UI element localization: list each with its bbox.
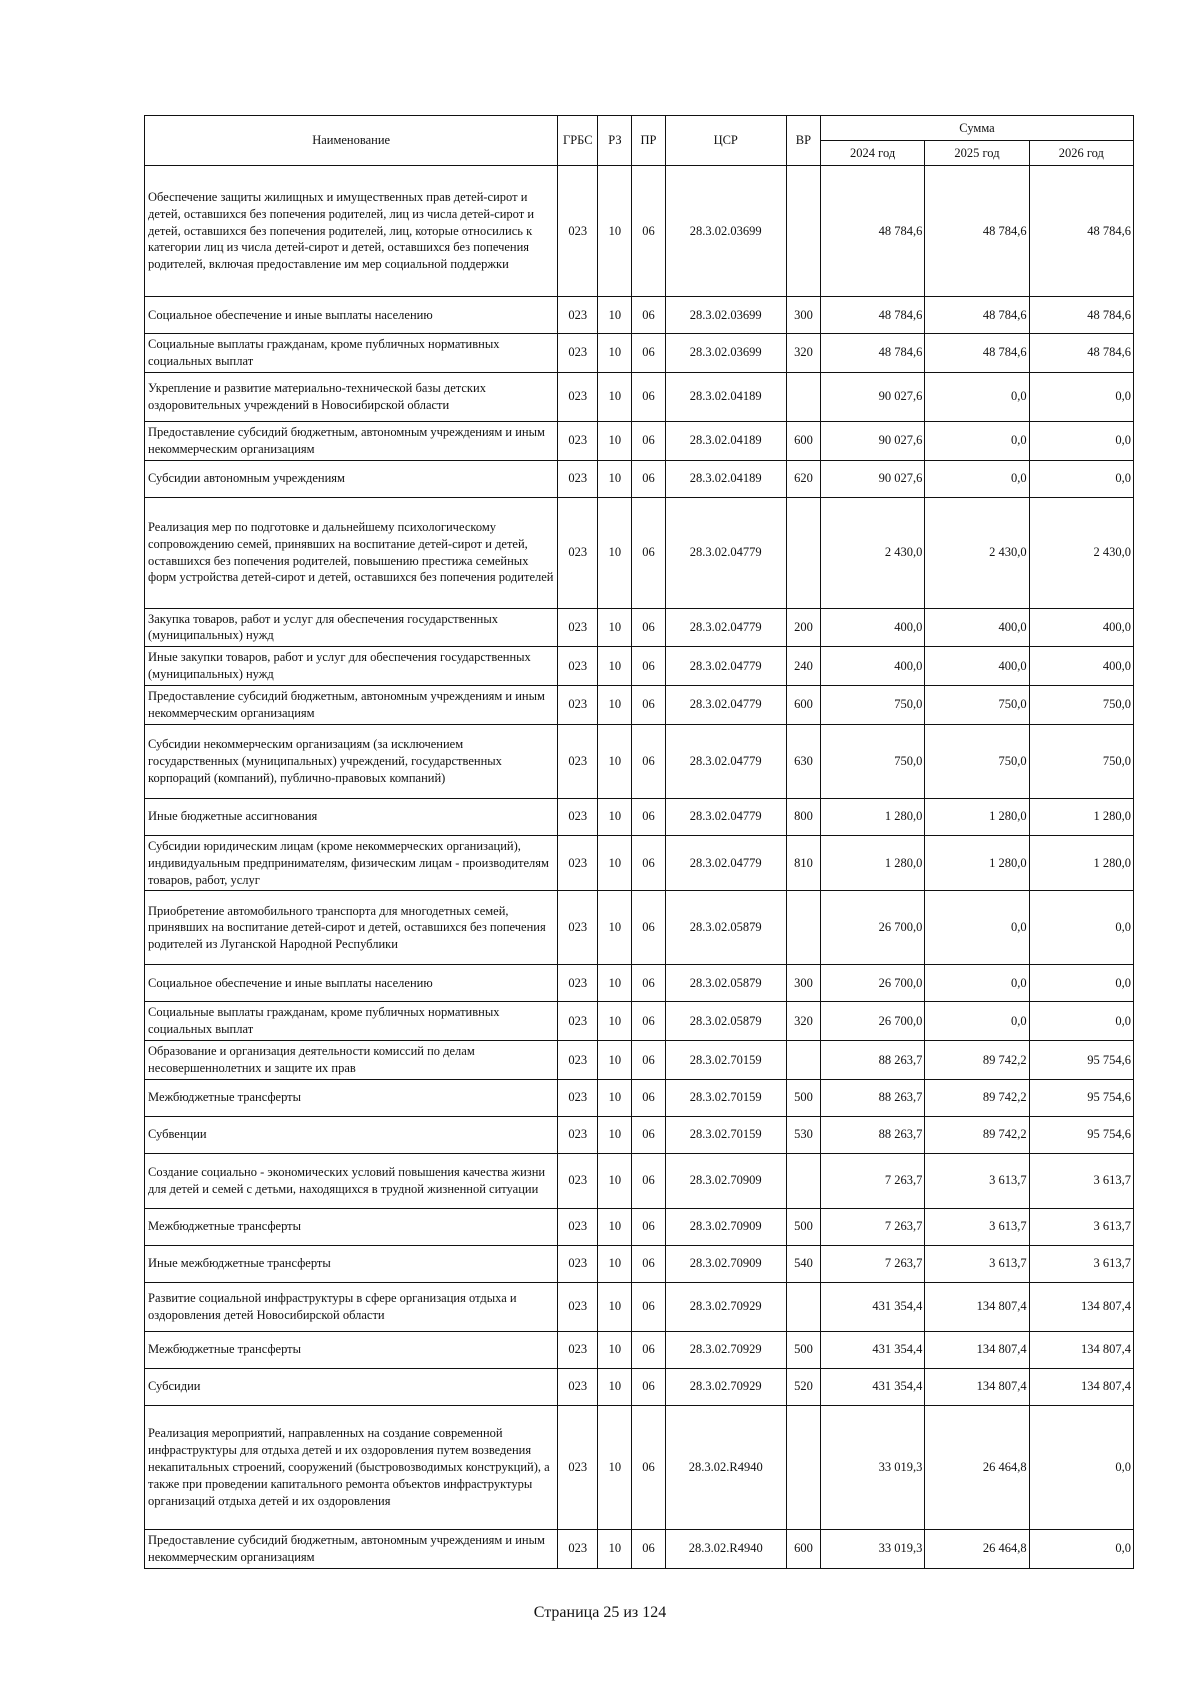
cell-sum-2025: 0,0 [925, 372, 1029, 421]
cell-vr: 600 [786, 421, 820, 460]
cell-vr: 630 [786, 724, 820, 798]
cell-grbs: 023 [558, 1002, 598, 1041]
cell-sum-2025: 750,0 [925, 686, 1029, 725]
cell-pr: 06 [632, 1405, 665, 1529]
cell-name: Приобретение автомобильного транспорта для многодетных семей, принявших на воспитание детей-сирот и детей, оставшихся без попечения родителей из Луганской Народной Республики [145, 891, 558, 965]
cell-rz: 10 [598, 798, 632, 835]
cell-vr: 300 [786, 297, 820, 334]
cell-rz: 10 [598, 1331, 632, 1368]
cell-grbs: 023 [558, 372, 598, 421]
cell-sum-2026: 0,0 [1029, 891, 1133, 965]
cell-vr: 520 [786, 1368, 820, 1405]
cell-sum-2024: 1 280,0 [821, 798, 925, 835]
cell-sum-2026: 3 613,7 [1029, 1153, 1133, 1208]
header-year-2024: 2024 год [821, 141, 925, 166]
cell-pr: 06 [632, 1368, 665, 1405]
cell-sum-2024: 88 263,7 [821, 1079, 925, 1116]
cell-rz: 10 [598, 835, 632, 891]
cell-sum-2025: 3 613,7 [925, 1245, 1029, 1282]
cell-csr: 28.3.02.04189 [665, 372, 786, 421]
cell-sum-2024: 90 027,6 [821, 421, 925, 460]
cell-sum-2024: 90 027,6 [821, 372, 925, 421]
cell-grbs: 023 [558, 608, 598, 647]
table-row [145, 460, 1134, 497]
table-row [145, 1153, 1134, 1208]
cell-grbs: 023 [558, 1245, 598, 1282]
cell-sum-2025: 89 742,2 [925, 1116, 1029, 1153]
cell-grbs: 023 [558, 297, 598, 334]
cell-pr: 06 [632, 1153, 665, 1208]
cell-sum-2024: 48 784,6 [821, 297, 925, 334]
cell-sum-2026: 0,0 [1029, 1529, 1133, 1568]
table-row [145, 1282, 1134, 1331]
cell-csr: 28.3.02.R4940 [665, 1405, 786, 1529]
cell-pr: 06 [632, 686, 665, 725]
cell-grbs: 023 [558, 835, 598, 891]
cell-csr: 28.3.02.70909 [665, 1208, 786, 1245]
cell-vr: 300 [786, 965, 820, 1002]
header-name: Наименование [145, 116, 558, 166]
cell-grbs: 023 [558, 334, 598, 373]
cell-name: Межбюджетные трансферты [145, 1331, 558, 1368]
table-row [145, 686, 1134, 725]
header-pr: ПР [632, 116, 665, 166]
budget-table-sheet [144, 115, 1134, 1569]
cell-sum-2026: 134 807,4 [1029, 1282, 1133, 1331]
cell-vr: 320 [786, 1002, 820, 1041]
table-row [145, 1041, 1134, 1080]
cell-sum-2026: 134 807,4 [1029, 1331, 1133, 1368]
cell-rz: 10 [598, 965, 632, 1002]
cell-grbs: 023 [558, 1153, 598, 1208]
cell-sum-2025: 134 807,4 [925, 1282, 1029, 1331]
cell-sum-2025: 3 613,7 [925, 1153, 1029, 1208]
cell-sum-2024: 90 027,6 [821, 460, 925, 497]
cell-name: Межбюджетные трансферты [145, 1079, 558, 1116]
cell-name: Субсидии некоммерческим организациям (за исключением государственных (муниципальных) учреждений, государственных корпораций (компаний), публично-правовых компаний) [145, 724, 558, 798]
cell-grbs: 023 [558, 1405, 598, 1529]
cell-grbs: 023 [558, 460, 598, 497]
cell-csr: 28.3.02.05879 [665, 1002, 786, 1041]
cell-rz: 10 [598, 1405, 632, 1529]
cell-grbs: 023 [558, 724, 598, 798]
cell-sum-2024: 7 263,7 [821, 1208, 925, 1245]
cell-vr: 800 [786, 798, 820, 835]
table-row [145, 1368, 1134, 1405]
cell-name: Предоставление субсидий бюджетным, автономным учреждениям и иным некоммерческим организациям [145, 686, 558, 725]
cell-sum-2025: 89 742,2 [925, 1079, 1029, 1116]
cell-rz: 10 [598, 608, 632, 647]
cell-sum-2026: 0,0 [1029, 1405, 1133, 1529]
cell-name: Предоставление субсидий бюджетным, автономным учреждениям и иным некоммерческим организациям [145, 1529, 558, 1568]
cell-csr: 28.3.02.70909 [665, 1153, 786, 1208]
cell-sum-2024: 431 354,4 [821, 1331, 925, 1368]
cell-grbs: 023 [558, 686, 598, 725]
cell-sum-2026: 48 784,6 [1029, 334, 1133, 373]
cell-sum-2025: 1 280,0 [925, 798, 1029, 835]
cell-name: Межбюджетные трансферты [145, 1208, 558, 1245]
cell-name: Закупка товаров, работ и услуг для обеспечения государственных (муниципальных) нужд [145, 608, 558, 647]
cell-name: Субвенции [145, 1116, 558, 1153]
cell-rz: 10 [598, 1153, 632, 1208]
cell-csr: 28.3.02.70929 [665, 1282, 786, 1331]
table-row [145, 891, 1134, 965]
header-rz: РЗ [598, 116, 632, 166]
cell-sum-2024: 7 263,7 [821, 1245, 925, 1282]
cell-grbs: 023 [558, 1368, 598, 1405]
cell-vr: 500 [786, 1079, 820, 1116]
cell-rz: 10 [598, 647, 632, 686]
cell-pr: 06 [632, 372, 665, 421]
cell-csr: 28.3.02.R4940 [665, 1529, 786, 1568]
cell-csr: 28.3.02.05879 [665, 891, 786, 965]
cell-sum-2026: 1 280,0 [1029, 798, 1133, 835]
cell-sum-2025: 2 430,0 [925, 497, 1029, 608]
cell-sum-2025: 48 784,6 [925, 166, 1029, 297]
cell-vr [786, 1282, 820, 1331]
table-row [145, 835, 1134, 891]
cell-grbs: 023 [558, 1529, 598, 1568]
cell-grbs: 023 [558, 1208, 598, 1245]
cell-sum-2025: 0,0 [925, 891, 1029, 965]
cell-vr [786, 372, 820, 421]
cell-sum-2026: 750,0 [1029, 686, 1133, 725]
cell-sum-2026: 48 784,6 [1029, 297, 1133, 334]
cell-csr: 28.3.02.70159 [665, 1116, 786, 1153]
cell-sum-2026: 2 430,0 [1029, 497, 1133, 608]
cell-sum-2026: 95 754,6 [1029, 1079, 1133, 1116]
cell-sum-2026: 400,0 [1029, 608, 1133, 647]
cell-grbs: 023 [558, 1116, 598, 1153]
cell-csr: 28.3.02.70929 [665, 1368, 786, 1405]
cell-pr: 06 [632, 724, 665, 798]
cell-vr: 320 [786, 334, 820, 373]
cell-rz: 10 [598, 334, 632, 373]
cell-rz: 10 [598, 724, 632, 798]
cell-name: Субсидии юридическим лицам (кроме некоммерческих организаций), индивидуальным предпринимателям, физическим лицам - производителям товаров, работ, услуг [145, 835, 558, 891]
table-row [145, 647, 1134, 686]
cell-sum-2024: 431 354,4 [821, 1368, 925, 1405]
table-row [145, 1331, 1134, 1368]
cell-csr: 28.3.02.70929 [665, 1331, 786, 1368]
cell-pr: 06 [632, 835, 665, 891]
cell-sum-2025: 89 742,2 [925, 1041, 1029, 1080]
cell-pr: 06 [632, 1116, 665, 1153]
cell-pr: 06 [632, 1002, 665, 1041]
cell-sum-2024: 400,0 [821, 608, 925, 647]
cell-csr: 28.3.02.04189 [665, 460, 786, 497]
cell-pr: 06 [632, 421, 665, 460]
cell-vr: 240 [786, 647, 820, 686]
cell-vr: 530 [786, 1116, 820, 1153]
cell-sum-2026: 95 754,6 [1029, 1041, 1133, 1080]
cell-rz: 10 [598, 421, 632, 460]
cell-sum-2025: 1 280,0 [925, 835, 1029, 891]
cell-vr [786, 166, 820, 297]
cell-sum-2025: 3 613,7 [925, 1208, 1029, 1245]
cell-csr: 28.3.02.70159 [665, 1079, 786, 1116]
cell-sum-2025: 48 784,6 [925, 334, 1029, 373]
cell-sum-2026: 400,0 [1029, 647, 1133, 686]
cell-vr: 620 [786, 460, 820, 497]
cell-name: Обеспечение защиты жилищных и имущественных прав детей-сирот и детей, оставшихся без попечения родителей, лиц из числа детей-сирот и детей, оставшихся без попечения родителей, лиц, которые относились к категории лиц из числа детей-сирот и детей, оставшихся без попечения родителей, включая предоставление им мер социальной поддержки [145, 166, 558, 297]
cell-pr: 06 [632, 1282, 665, 1331]
header-grbs: ГРБС [558, 116, 598, 166]
cell-sum-2026: 3 613,7 [1029, 1245, 1133, 1282]
cell-vr [786, 1041, 820, 1080]
cell-name: Развитие социальной инфраструктуры в сфере организация отдыха и оздоровления детей Новосибирской области [145, 1282, 558, 1331]
cell-grbs: 023 [558, 1331, 598, 1368]
cell-rz: 10 [598, 460, 632, 497]
cell-grbs: 023 [558, 1041, 598, 1080]
cell-vr: 500 [786, 1208, 820, 1245]
cell-rz: 10 [598, 1282, 632, 1331]
header-year-2026: 2026 год [1029, 141, 1133, 166]
cell-name: Реализация мероприятий, направленных на создание современной инфраструктуры для отдыха детей и их оздоровления путем возведения некапитальных строений, сооружений (быстровозводимых конструкций), а также при проведении капитального ремонта объектов инфраструктуры организаций отдыха детей и их оздоровления [145, 1405, 558, 1529]
table-row [145, 1208, 1134, 1245]
cell-rz: 10 [598, 686, 632, 725]
cell-vr: 540 [786, 1245, 820, 1282]
cell-sum-2024: 48 784,6 [821, 166, 925, 297]
cell-rz: 10 [598, 891, 632, 965]
cell-rz: 10 [598, 1529, 632, 1568]
cell-grbs: 023 [558, 421, 598, 460]
cell-sum-2026: 1 280,0 [1029, 835, 1133, 891]
table-row [145, 166, 1134, 297]
cell-name: Социальные выплаты гражданам, кроме публичных нормативных социальных выплат [145, 1002, 558, 1041]
cell-rz: 10 [598, 497, 632, 608]
cell-name: Субсидии автономным учреждениям [145, 460, 558, 497]
table-row [145, 334, 1134, 373]
cell-vr: 200 [786, 608, 820, 647]
cell-name: Укрепление и развитие материально-технической базы детских оздоровительных учреждений в Новосибирской области [145, 372, 558, 421]
header-vr: ВР [786, 116, 820, 166]
cell-sum-2025: 400,0 [925, 647, 1029, 686]
cell-rz: 10 [598, 297, 632, 334]
cell-name: Социальные выплаты гражданам, кроме публичных нормативных социальных выплат [145, 334, 558, 373]
cell-sum-2026: 0,0 [1029, 1002, 1133, 1041]
table-row [145, 798, 1134, 835]
cell-sum-2026: 48 784,6 [1029, 166, 1133, 297]
cell-sum-2025: 0,0 [925, 1002, 1029, 1041]
cell-sum-2026: 95 754,6 [1029, 1116, 1133, 1153]
cell-pr: 06 [632, 891, 665, 965]
table-row [145, 608, 1134, 647]
cell-name: Субсидии [145, 1368, 558, 1405]
cell-sum-2024: 7 263,7 [821, 1153, 925, 1208]
cell-name: Социальное обеспечение и иные выплаты населению [145, 965, 558, 1002]
cell-name: Реализация мер по подготовке и дальнейшему психологическому сопровождению семей, принявших на воспитание детей-сирот и детей, оставшихся без попечения родителей, повышению престижа семейных форм устройства детей-сирот и детей, оставшихся без попечения родителей [145, 497, 558, 608]
table-row [145, 724, 1134, 798]
cell-vr: 810 [786, 835, 820, 891]
cell-sum-2025: 134 807,4 [925, 1331, 1029, 1368]
cell-grbs: 023 [558, 965, 598, 1002]
cell-sum-2025: 134 807,4 [925, 1368, 1029, 1405]
cell-pr: 06 [632, 965, 665, 1002]
cell-pr: 06 [632, 334, 665, 373]
page-number: Страница 25 из 124 [533, 1604, 667, 1621]
cell-sum-2026: 0,0 [1029, 421, 1133, 460]
cell-pr: 06 [632, 1245, 665, 1282]
table-row [145, 1529, 1134, 1568]
cell-rz: 10 [598, 1002, 632, 1041]
cell-rz: 10 [598, 1245, 632, 1282]
cell-rz: 10 [598, 1041, 632, 1080]
cell-sum-2024: 26 700,0 [821, 965, 925, 1002]
cell-sum-2025: 0,0 [925, 460, 1029, 497]
cell-sum-2024: 1 280,0 [821, 835, 925, 891]
cell-pr: 06 [632, 166, 665, 297]
budget-table [144, 115, 1134, 1569]
cell-sum-2024: 33 019,3 [821, 1405, 925, 1529]
cell-vr [786, 1405, 820, 1529]
cell-csr: 28.3.02.04779 [665, 686, 786, 725]
table-row [145, 1405, 1134, 1529]
cell-sum-2024: 431 354,4 [821, 1282, 925, 1331]
table-row [145, 1116, 1134, 1153]
cell-pr: 06 [632, 608, 665, 647]
cell-vr: 500 [786, 1331, 820, 1368]
cell-pr: 06 [632, 1331, 665, 1368]
cell-grbs: 023 [558, 1079, 598, 1116]
cell-rz: 10 [598, 1079, 632, 1116]
cell-csr: 28.3.02.04189 [665, 421, 786, 460]
cell-grbs: 023 [558, 798, 598, 835]
table-row [145, 965, 1134, 1002]
cell-sum-2026: 134 807,4 [1029, 1368, 1133, 1405]
cell-rz: 10 [598, 372, 632, 421]
table-row [145, 372, 1134, 421]
cell-vr: 600 [786, 1529, 820, 1568]
cell-sum-2024: 26 700,0 [821, 1002, 925, 1041]
cell-name: Иные бюджетные ассигнования [145, 798, 558, 835]
cell-vr: 600 [786, 686, 820, 725]
cell-rz: 10 [598, 1208, 632, 1245]
header-year-2025: 2025 год [925, 141, 1029, 166]
cell-grbs: 023 [558, 1282, 598, 1331]
header-sum: Сумма [821, 116, 1134, 141]
table-row [145, 1079, 1134, 1116]
cell-grbs: 023 [558, 891, 598, 965]
cell-csr: 28.3.02.04779 [665, 647, 786, 686]
cell-sum-2024: 48 784,6 [821, 334, 925, 373]
cell-sum-2024: 33 019,3 [821, 1529, 925, 1568]
cell-sum-2025: 0,0 [925, 965, 1029, 1002]
cell-rz: 10 [598, 1116, 632, 1153]
cell-sum-2025: 0,0 [925, 421, 1029, 460]
cell-grbs: 023 [558, 647, 598, 686]
cell-pr: 06 [632, 297, 665, 334]
cell-csr: 28.3.02.05879 [665, 965, 786, 1002]
cell-rz: 10 [598, 1368, 632, 1405]
cell-sum-2024: 750,0 [821, 686, 925, 725]
cell-sum-2025: 26 464,8 [925, 1529, 1029, 1568]
cell-sum-2025: 26 464,8 [925, 1405, 1029, 1529]
cell-vr [786, 497, 820, 608]
table-row [145, 421, 1134, 460]
cell-pr: 06 [632, 1208, 665, 1245]
cell-sum-2024: 88 263,7 [821, 1116, 925, 1153]
cell-sum-2024: 26 700,0 [821, 891, 925, 965]
cell-sum-2024: 88 263,7 [821, 1041, 925, 1080]
cell-pr: 06 [632, 1041, 665, 1080]
cell-pr: 06 [632, 497, 665, 608]
cell-pr: 06 [632, 1529, 665, 1568]
cell-csr: 28.3.02.04779 [665, 497, 786, 608]
cell-csr: 28.3.02.04779 [665, 724, 786, 798]
cell-name: Образование и организация деятельности комиссий по делам несовершеннолетних и защите их прав [145, 1041, 558, 1080]
cell-name: Предоставление субсидий бюджетным, автономным учреждениям и иным некоммерческим организациям [145, 421, 558, 460]
cell-rz: 10 [598, 166, 632, 297]
cell-csr: 28.3.02.03699 [665, 297, 786, 334]
cell-sum-2025: 750,0 [925, 724, 1029, 798]
table-row [145, 297, 1134, 334]
cell-csr: 28.3.02.03699 [665, 334, 786, 373]
cell-pr: 06 [632, 1079, 665, 1116]
cell-sum-2026: 0,0 [1029, 372, 1133, 421]
cell-csr: 28.3.02.04779 [665, 835, 786, 891]
cell-pr: 06 [632, 798, 665, 835]
cell-pr: 06 [632, 647, 665, 686]
table-row [145, 1245, 1134, 1282]
cell-sum-2025: 48 784,6 [925, 297, 1029, 334]
header-csr: ЦСР [665, 116, 786, 166]
cell-sum-2024: 400,0 [821, 647, 925, 686]
cell-vr [786, 891, 820, 965]
cell-sum-2026: 0,0 [1029, 965, 1133, 1002]
cell-sum-2024: 750,0 [821, 724, 925, 798]
cell-sum-2024: 2 430,0 [821, 497, 925, 608]
cell-csr: 28.3.02.03699 [665, 166, 786, 297]
cell-name: Социальное обеспечение и иные выплаты населению [145, 297, 558, 334]
cell-sum-2025: 400,0 [925, 608, 1029, 647]
cell-csr: 28.3.02.04779 [665, 608, 786, 647]
cell-csr: 28.3.02.04779 [665, 798, 786, 835]
cell-vr [786, 1153, 820, 1208]
cell-name: Иные межбюджетные трансферты [145, 1245, 558, 1282]
cell-csr: 28.3.02.70159 [665, 1041, 786, 1080]
cell-sum-2026: 3 613,7 [1029, 1208, 1133, 1245]
cell-csr: 28.3.02.70909 [665, 1245, 786, 1282]
cell-name: Создание социально - экономических условий повышения качества жизни для детей и семей с детьми, находящихся в трудной жизненной ситуации [145, 1153, 558, 1208]
table-row [145, 497, 1134, 608]
table-row [145, 1002, 1134, 1041]
cell-grbs: 023 [558, 497, 598, 608]
cell-grbs: 023 [558, 166, 598, 297]
cell-sum-2026: 0,0 [1029, 460, 1133, 497]
cell-pr: 06 [632, 460, 665, 497]
cell-sum-2026: 750,0 [1029, 724, 1133, 798]
cell-name: Иные закупки товаров, работ и услуг для обеспечения государственных (муниципальных) нужд [145, 647, 558, 686]
